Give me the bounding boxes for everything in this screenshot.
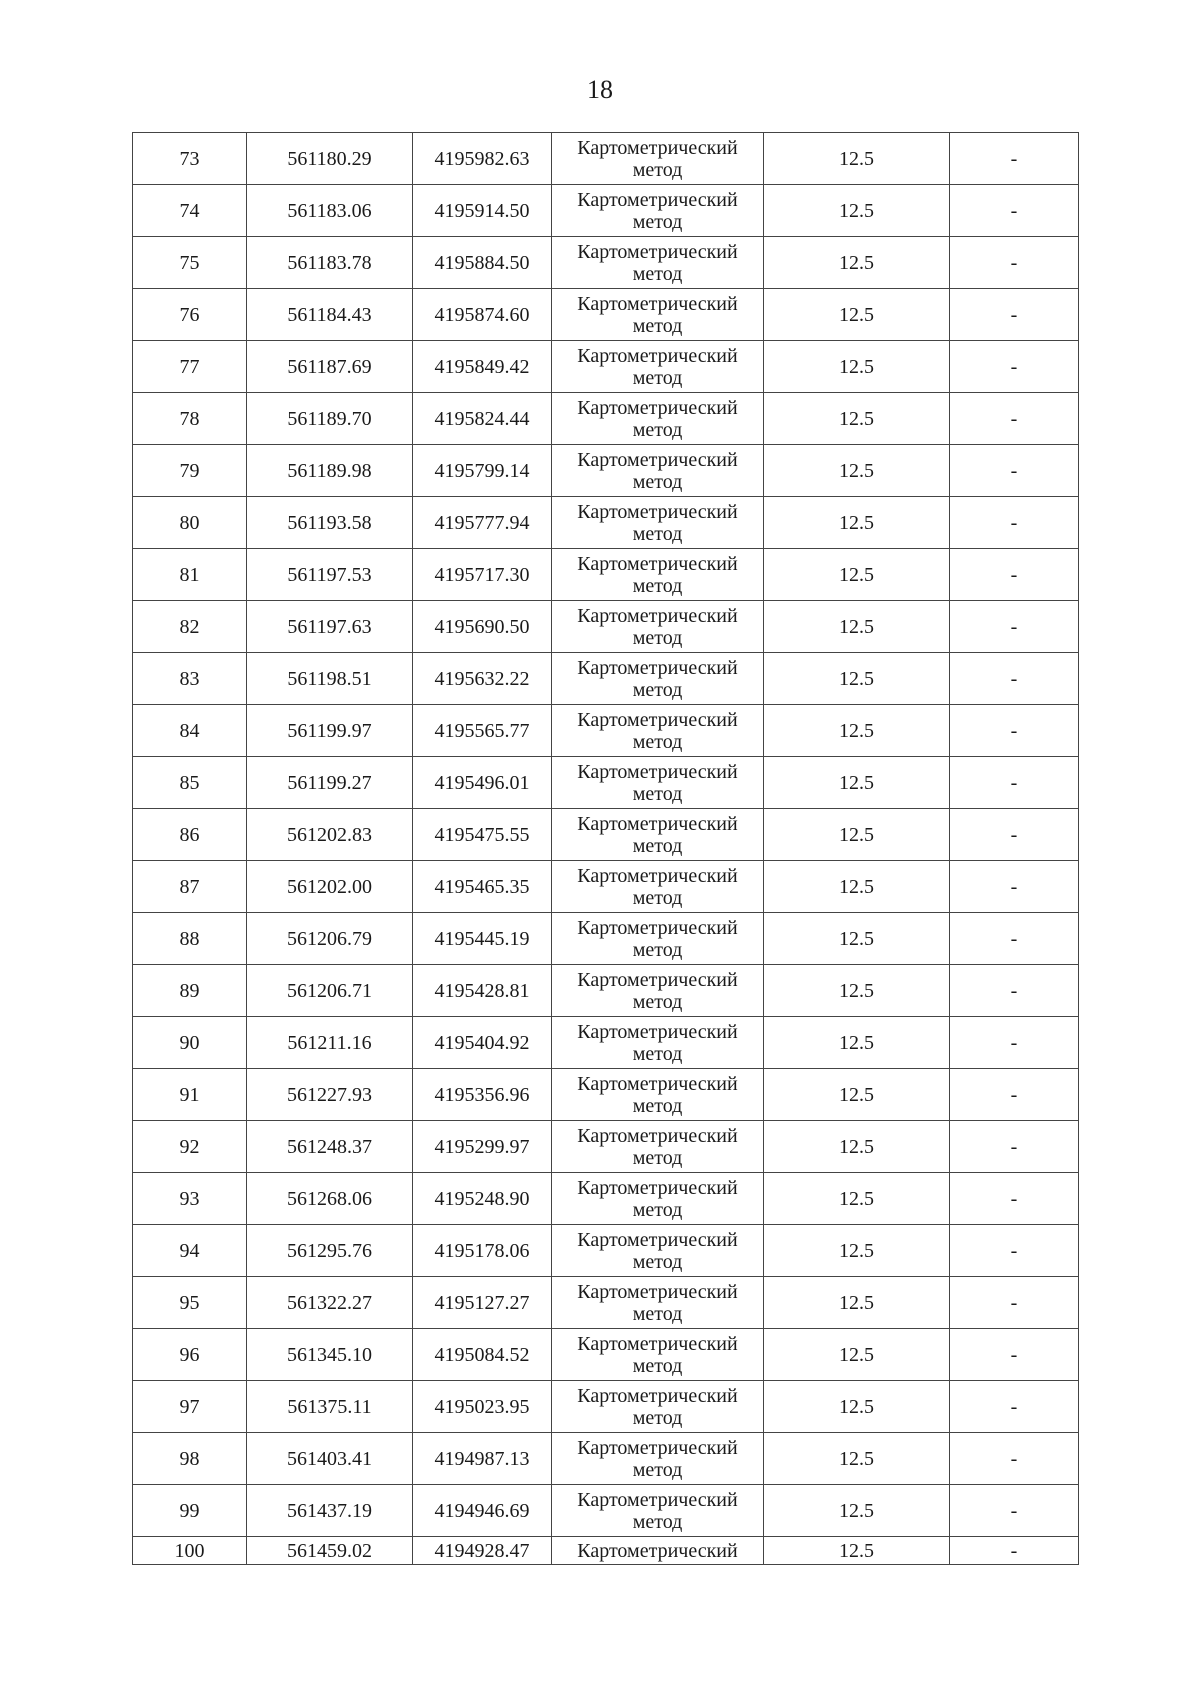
y-coordinate-cell: 4195496.01: [413, 757, 552, 809]
method-line-1: Картометрический: [577, 708, 738, 731]
note-cell: -: [950, 1121, 1079, 1173]
note-cell: -: [950, 497, 1079, 549]
point-number-cell: 87: [133, 861, 247, 913]
accuracy-cell: 12.5: [764, 1121, 950, 1173]
point-number-cell: 74: [133, 185, 247, 237]
x-coordinate-cell: 561375.11: [247, 1381, 413, 1433]
method-cell: [552, 497, 764, 549]
x-coordinate-cell: 561183.78: [247, 237, 413, 289]
x-coordinate-cell: 561345.10: [247, 1329, 413, 1381]
note-cell: -: [950, 237, 1079, 289]
note-cell: -: [950, 757, 1079, 809]
point-number-cell: 73: [133, 133, 247, 185]
table-row: [133, 133, 1079, 185]
coordinates-table-body: [133, 133, 1079, 1565]
note-cell: -: [950, 289, 1079, 341]
method-line-2: метод: [632, 782, 683, 805]
accuracy-cell: 12.5: [764, 237, 950, 289]
y-coordinate-cell: 4195404.92: [413, 1017, 552, 1069]
method-cell: [552, 1485, 764, 1537]
accuracy-cell: 12.5: [764, 705, 950, 757]
note-cell: -: [950, 393, 1079, 445]
table-row: [133, 809, 1079, 861]
method-line-1: Картометрический: [577, 812, 738, 835]
table-row: [133, 237, 1079, 289]
y-coordinate-cell: 4195690.50: [413, 601, 552, 653]
x-coordinate-cell: 561183.06: [247, 185, 413, 237]
method-line-1: Картометрический: [577, 1176, 738, 1199]
method-cell: [552, 1329, 764, 1381]
point-number-cell: 80: [133, 497, 247, 549]
x-coordinate-cell: 561227.93: [247, 1069, 413, 1121]
method-line-2: метод: [632, 1510, 683, 1533]
accuracy-cell: 12.5: [764, 1485, 950, 1537]
note-cell: -: [950, 445, 1079, 497]
x-coordinate-cell: 561198.51: [247, 653, 413, 705]
method-cell: [552, 1121, 764, 1173]
accuracy-cell: 12.5: [764, 289, 950, 341]
method-line-2: метод: [632, 470, 683, 493]
method-line-1: Картометрический: [577, 500, 738, 523]
point-number-cell: 75: [133, 237, 247, 289]
table-row: [133, 1017, 1079, 1069]
note-cell: -: [950, 1225, 1079, 1277]
accuracy-cell: 12.5: [764, 965, 950, 1017]
method-line-2: метод: [632, 834, 683, 857]
table-row: [133, 549, 1079, 601]
accuracy-cell: 12.5: [764, 809, 950, 861]
note-cell: -: [950, 705, 1079, 757]
x-coordinate-cell: 561187.69: [247, 341, 413, 393]
method-line-2: метод: [632, 1094, 683, 1117]
method-cell: [552, 1537, 764, 1565]
point-number-cell: 92: [133, 1121, 247, 1173]
y-coordinate-cell: 4195717.30: [413, 549, 552, 601]
x-coordinate-cell: 561322.27: [247, 1277, 413, 1329]
accuracy-cell: 12.5: [764, 1329, 950, 1381]
x-coordinate-cell: 561197.53: [247, 549, 413, 601]
method-line-2: метод: [632, 418, 683, 441]
method-line-1: Картометрический: [577, 292, 738, 315]
note-cell: -: [950, 1381, 1079, 1433]
table-row: [133, 445, 1079, 497]
x-coordinate-cell: 561197.63: [247, 601, 413, 653]
method-line-1: Картометрический: [577, 1539, 738, 1562]
note-cell: -: [950, 601, 1079, 653]
method-cell: [552, 185, 764, 237]
accuracy-cell: 12.5: [764, 549, 950, 601]
y-coordinate-cell: 4195178.06: [413, 1225, 552, 1277]
table-row: [133, 1537, 1079, 1565]
point-number-cell: 90: [133, 1017, 247, 1069]
x-coordinate-cell: 561189.70: [247, 393, 413, 445]
table-row: [133, 653, 1079, 705]
y-coordinate-cell: 4195884.50: [413, 237, 552, 289]
note-cell: -: [950, 549, 1079, 601]
method-line-1: Картометрический: [577, 656, 738, 679]
y-coordinate-cell: 4195565.77: [413, 705, 552, 757]
point-number-cell: 76: [133, 289, 247, 341]
table-row: [133, 1329, 1079, 1381]
method-line-1: Картометрический: [577, 1384, 738, 1407]
y-coordinate-cell: 4195874.60: [413, 289, 552, 341]
method-line-1: Картометрический: [577, 240, 738, 263]
y-coordinate-cell: 4195356.96: [413, 1069, 552, 1121]
table-row: [133, 1381, 1079, 1433]
point-number-cell: 77: [133, 341, 247, 393]
x-coordinate-cell: 561202.00: [247, 861, 413, 913]
x-coordinate-cell: 561193.58: [247, 497, 413, 549]
coordinates-table: [132, 132, 1079, 1565]
note-cell: -: [950, 1069, 1079, 1121]
x-coordinate-cell: 561180.29: [247, 133, 413, 185]
accuracy-cell: 12.5: [764, 1537, 950, 1565]
method-line-1: Картометрический: [577, 916, 738, 939]
accuracy-cell: 12.5: [764, 497, 950, 549]
method-cell: [552, 757, 764, 809]
y-coordinate-cell: 4195824.44: [413, 393, 552, 445]
method-line-1: Картометрический: [577, 344, 738, 367]
method-line-2: метод: [632, 1302, 683, 1325]
table-row: [133, 861, 1079, 913]
method-line-1: Картометрический: [577, 136, 738, 159]
method-cell: [552, 289, 764, 341]
y-coordinate-cell: 4195465.35: [413, 861, 552, 913]
point-number-cell: 98: [133, 1433, 247, 1485]
point-number-cell: 100: [133, 1537, 247, 1565]
note-cell: -: [950, 653, 1079, 705]
y-coordinate-cell: 4195777.94: [413, 497, 552, 549]
method-cell: [552, 393, 764, 445]
y-coordinate-cell: 4195127.27: [413, 1277, 552, 1329]
method-cell: [552, 965, 764, 1017]
point-number-cell: 93: [133, 1173, 247, 1225]
y-coordinate-cell: 4195445.19: [413, 913, 552, 965]
method-line-2: метод: [632, 210, 683, 233]
point-number-cell: 97: [133, 1381, 247, 1433]
table-row: [133, 185, 1079, 237]
point-number-cell: 99: [133, 1485, 247, 1537]
x-coordinate-cell: 561206.79: [247, 913, 413, 965]
x-coordinate-cell: 561268.06: [247, 1173, 413, 1225]
x-coordinate-cell: 561459.02: [247, 1537, 413, 1565]
method-line-1: Картометрический: [577, 396, 738, 419]
y-coordinate-cell: 4195914.50: [413, 185, 552, 237]
method-line-1: Картометрический: [577, 1228, 738, 1251]
table-row: [133, 965, 1079, 1017]
method-line-2: метод: [632, 522, 683, 545]
accuracy-cell: 12.5: [764, 393, 950, 445]
x-coordinate-cell: 561199.27: [247, 757, 413, 809]
method-line-1: Картометрический: [577, 968, 738, 991]
point-number-cell: 82: [133, 601, 247, 653]
point-number-cell: 95: [133, 1277, 247, 1329]
method-cell: [552, 549, 764, 601]
note-cell: -: [950, 809, 1079, 861]
method-cell: [552, 133, 764, 185]
y-coordinate-cell: 4195084.52: [413, 1329, 552, 1381]
point-number-cell: 78: [133, 393, 247, 445]
table-row: [133, 1121, 1079, 1173]
method-line-2: метод: [632, 1458, 683, 1481]
x-coordinate-cell: 561437.19: [247, 1485, 413, 1537]
method-line-1: Картометрический: [577, 864, 738, 887]
accuracy-cell: 12.5: [764, 1225, 950, 1277]
note-cell: -: [950, 913, 1079, 965]
method-line-2: метод: [632, 1198, 683, 1221]
table-row: [133, 913, 1079, 965]
accuracy-cell: 12.5: [764, 1173, 950, 1225]
table-row: [133, 1485, 1079, 1537]
method-line-1: Картометрический: [577, 1020, 738, 1043]
accuracy-cell: 12.5: [764, 1381, 950, 1433]
table-row: [133, 289, 1079, 341]
method-line-2: метод: [632, 626, 683, 649]
method-line-2: метод: [632, 574, 683, 597]
method-cell: [552, 1173, 764, 1225]
method-line-2: метод: [632, 938, 683, 961]
method-line-1: Картометрический: [577, 760, 738, 783]
page-number: 18: [587, 75, 613, 104]
note-cell: -: [950, 341, 1079, 393]
table-row: [133, 1277, 1079, 1329]
method-cell: [552, 653, 764, 705]
accuracy-cell: 12.5: [764, 757, 950, 809]
table-row: [133, 393, 1079, 445]
note-cell: -: [950, 965, 1079, 1017]
point-number-cell: 84: [133, 705, 247, 757]
method-cell: [552, 1225, 764, 1277]
method-line-1: Картометрический: [577, 552, 738, 575]
method-cell: [552, 601, 764, 653]
y-coordinate-cell: 4195299.97: [413, 1121, 552, 1173]
method-cell: [552, 809, 764, 861]
accuracy-cell: 12.5: [764, 601, 950, 653]
accuracy-cell: 12.5: [764, 653, 950, 705]
x-coordinate-cell: 561403.41: [247, 1433, 413, 1485]
method-line-2: метод: [632, 314, 683, 337]
method-line-2: метод: [632, 730, 683, 753]
x-coordinate-cell: 561184.43: [247, 289, 413, 341]
x-coordinate-cell: 561189.98: [247, 445, 413, 497]
note-cell: -: [950, 1173, 1079, 1225]
y-coordinate-cell: 4195799.14: [413, 445, 552, 497]
accuracy-cell: 12.5: [764, 1433, 950, 1485]
method-cell: [552, 913, 764, 965]
note-cell: -: [950, 1329, 1079, 1381]
accuracy-cell: 12.5: [764, 913, 950, 965]
point-number-cell: 88: [133, 913, 247, 965]
note-cell: -: [950, 1433, 1079, 1485]
method-cell: [552, 237, 764, 289]
method-cell: [552, 1381, 764, 1433]
x-coordinate-cell: 561248.37: [247, 1121, 413, 1173]
method-line-1: Картометрический: [577, 1124, 738, 1147]
method-line-1: Картометрический: [577, 1072, 738, 1095]
point-number-cell: 94: [133, 1225, 247, 1277]
table-row: [133, 601, 1079, 653]
point-number-cell: 83: [133, 653, 247, 705]
x-coordinate-cell: 561199.97: [247, 705, 413, 757]
table-row: [133, 1173, 1079, 1225]
y-coordinate-cell: 4195632.22: [413, 653, 552, 705]
y-coordinate-cell: 4195023.95: [413, 1381, 552, 1433]
accuracy-cell: 12.5: [764, 861, 950, 913]
point-number-cell: 89: [133, 965, 247, 1017]
method-line-1: Картометрический: [577, 1280, 738, 1303]
method-cell: [552, 705, 764, 757]
method-line-2: метод: [632, 366, 683, 389]
x-coordinate-cell: 561202.83: [247, 809, 413, 861]
method-line-2: метод: [632, 158, 683, 181]
x-coordinate-cell: 561206.71: [247, 965, 413, 1017]
point-number-cell: 85: [133, 757, 247, 809]
x-coordinate-cell: 561211.16: [247, 1017, 413, 1069]
point-number-cell: 81: [133, 549, 247, 601]
accuracy-cell: 12.5: [764, 1069, 950, 1121]
method-line-2: метод: [632, 1406, 683, 1429]
method-line-2: метод: [632, 678, 683, 701]
accuracy-cell: 12.5: [764, 185, 950, 237]
method-line-1: Картометрический: [577, 188, 738, 211]
method-cell: [552, 445, 764, 497]
table-row: [133, 497, 1079, 549]
table-row: [133, 1433, 1079, 1485]
table-row: [133, 757, 1079, 809]
point-number-cell: 96: [133, 1329, 247, 1381]
method-line-1: Картометрический: [577, 1436, 738, 1459]
accuracy-cell: 12.5: [764, 1017, 950, 1069]
note-cell: -: [950, 1537, 1079, 1565]
method-cell: [552, 1017, 764, 1069]
note-cell: -: [950, 1277, 1079, 1329]
y-coordinate-cell: 4194987.13: [413, 1433, 552, 1485]
table-row: [133, 1069, 1079, 1121]
table-row: [133, 1225, 1079, 1277]
y-coordinate-cell: 4195428.81: [413, 965, 552, 1017]
table-row: [133, 705, 1079, 757]
note-cell: -: [950, 861, 1079, 913]
accuracy-cell: 12.5: [764, 445, 950, 497]
y-coordinate-cell: 4194928.47: [413, 1537, 552, 1565]
point-number-cell: 79: [133, 445, 247, 497]
note-cell: -: [950, 185, 1079, 237]
method-cell: [552, 1277, 764, 1329]
method-line-1: Картометрический: [577, 1488, 738, 1511]
y-coordinate-cell: 4195475.55: [413, 809, 552, 861]
method-line-2: метод: [632, 1354, 683, 1377]
y-coordinate-cell: 4194946.69: [413, 1485, 552, 1537]
method-cell: [552, 1433, 764, 1485]
y-coordinate-cell: 4195849.42: [413, 341, 552, 393]
method-cell: [552, 861, 764, 913]
accuracy-cell: 12.5: [764, 341, 950, 393]
method-line-1: Картометрический: [577, 1332, 738, 1355]
x-coordinate-cell: 561295.76: [247, 1225, 413, 1277]
point-number-cell: 91: [133, 1069, 247, 1121]
method-line-2: метод: [632, 886, 683, 909]
table-row: [133, 341, 1079, 393]
method-line-2: метод: [632, 1250, 683, 1273]
method-line-2: метод: [632, 262, 683, 285]
accuracy-cell: 12.5: [764, 1277, 950, 1329]
note-cell: -: [950, 133, 1079, 185]
point-number-cell: 86: [133, 809, 247, 861]
method-line-1: Картометрический: [577, 604, 738, 627]
note-cell: -: [950, 1017, 1079, 1069]
method-line-2: метод: [632, 990, 683, 1013]
method-line-2: метод: [632, 1146, 683, 1169]
method-cell: [552, 341, 764, 393]
note-cell: -: [950, 1485, 1079, 1537]
method-cell: [552, 1069, 764, 1121]
method-line-1: Картометрический: [577, 448, 738, 471]
method-line-2: метод: [632, 1042, 683, 1065]
y-coordinate-cell: 4195982.63: [413, 133, 552, 185]
y-coordinate-cell: 4195248.90: [413, 1173, 552, 1225]
accuracy-cell: 12.5: [764, 133, 950, 185]
